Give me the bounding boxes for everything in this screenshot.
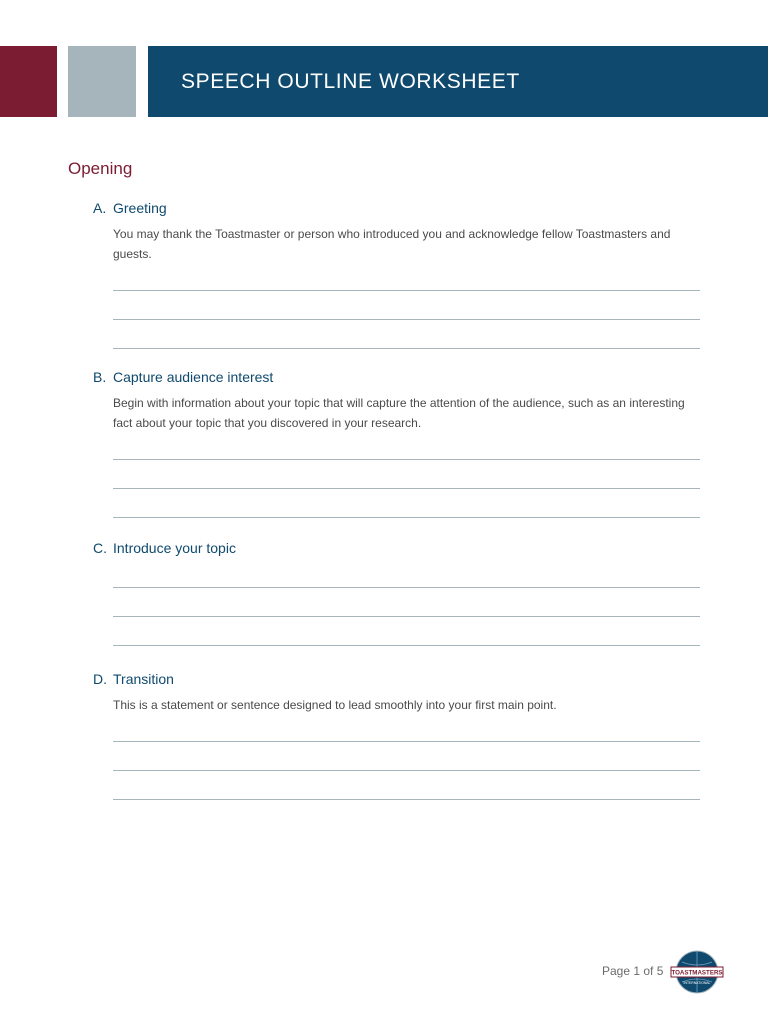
writing-lines <box>113 431 700 518</box>
item-description: Begin with information about your topic that will capture the attention of the audience, such as an interesting fact about your topic that you discovered in your research. <box>113 396 685 430</box>
logo-subtext: INTERNATIONAL <box>683 981 711 985</box>
item-letter: A. <box>93 200 107 216</box>
item-heading <box>93 199 700 217</box>
item-title: Transition <box>113 671 174 687</box>
writing-line[interactable] <box>113 320 700 349</box>
writing-line[interactable] <box>113 588 700 617</box>
item-description: This is a statement or sentence designed to lead smoothly into your first main point. <box>113 698 557 712</box>
writing-line[interactable] <box>113 431 700 460</box>
writing-line[interactable] <box>113 262 700 291</box>
writing-line[interactable] <box>113 617 700 646</box>
writing-lines <box>113 713 700 800</box>
item-title: Greeting <box>113 200 167 216</box>
outline-item-capture-interest <box>93 368 700 518</box>
item-title: Introduce your topic <box>113 540 236 556</box>
writing-lines <box>113 262 700 349</box>
outline-item-introduce-topic <box>93 539 700 646</box>
page-number: Page 1 of 5 <box>602 964 664 978</box>
writing-lines <box>113 559 700 646</box>
item-letter: D. <box>93 671 107 687</box>
header-accent-gray <box>68 46 136 117</box>
page-title: SPEECH OUTLINE WORKSHEET <box>181 70 520 93</box>
writing-line[interactable] <box>113 771 700 800</box>
toastmasters-logo-icon <box>670 948 724 996</box>
item-letter: C. <box>93 540 107 556</box>
writing-line[interactable] <box>113 559 700 588</box>
writing-line[interactable] <box>113 742 700 771</box>
section-title-opening: Opening <box>68 159 133 178</box>
outline-item-greeting <box>93 199 700 349</box>
writing-line[interactable] <box>113 460 700 489</box>
item-heading <box>93 539 700 557</box>
header-accent-maroon <box>0 46 57 117</box>
item-title: Capture audience interest <box>113 369 274 385</box>
item-heading <box>93 368 700 386</box>
item-heading <box>93 670 700 688</box>
writing-line[interactable] <box>113 713 700 742</box>
outline-item-transition <box>93 670 700 800</box>
item-description: You may thank the Toastmaster or person who introduced you and acknowledge fellow Toastmasters and guests. <box>113 227 671 261</box>
logo-text: TOASTMASTERS <box>671 969 723 977</box>
header-banner <box>148 46 768 117</box>
writing-line[interactable] <box>113 489 700 518</box>
writing-line[interactable] <box>113 291 700 320</box>
item-letter: B. <box>93 369 107 385</box>
